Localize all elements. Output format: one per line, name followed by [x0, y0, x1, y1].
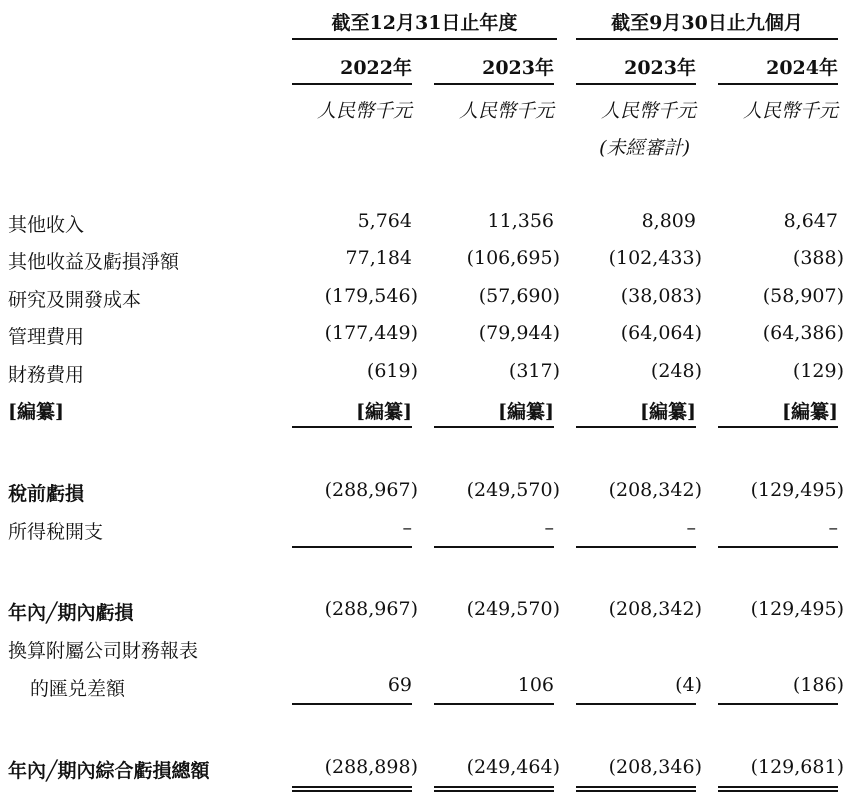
year-rule-2	[434, 83, 554, 85]
unit-col1: 人民幣千元	[316, 100, 412, 122]
cell: (249,570)	[466, 598, 560, 620]
row-label-total: 年內╱期內綜合虧損總額	[8, 760, 210, 782]
total-double-rule-1	[292, 786, 412, 792]
cell: (388)	[792, 247, 844, 269]
cell: –	[828, 517, 838, 539]
fx-rule-3	[576, 703, 696, 705]
cell: [編纂]	[498, 401, 554, 423]
cell: 69	[387, 674, 412, 696]
cell: (4)	[675, 674, 702, 696]
header-group-fiscal-year: 截至12月31日止年度	[331, 12, 518, 34]
year-col3: 2023年	[624, 57, 696, 79]
cell: [編纂]	[356, 401, 412, 423]
subtotal-rule-4	[718, 426, 838, 428]
cell: 5,764	[357, 210, 412, 232]
cell: (64,386)	[762, 322, 844, 344]
row-label-finance: 財務費用	[8, 364, 85, 386]
year-rule-3	[576, 83, 696, 85]
cell: (64,064)	[620, 322, 702, 344]
cell: (208,342)	[608, 598, 702, 620]
tax-rule-1	[292, 546, 412, 548]
year-col1: 2022年	[340, 57, 412, 79]
cell: (179,546)	[324, 285, 418, 307]
header-group-nine-months: 截至9月30日止九個月	[611, 12, 803, 34]
cell: (177,449)	[324, 322, 418, 344]
cell: (249,464)	[466, 756, 560, 778]
fx-rule-2	[434, 703, 554, 705]
cell: [編纂]	[640, 401, 696, 423]
row-label-other-income: 其他收入	[8, 214, 85, 236]
cell: 11,356	[487, 210, 554, 232]
cell: –	[402, 517, 412, 539]
cell: (208,342)	[608, 479, 702, 501]
cell: (317)	[508, 360, 560, 382]
cell: (129)	[792, 360, 844, 382]
cell: (129,495)	[750, 479, 844, 501]
total-double-rule-4	[718, 786, 838, 792]
row-label-income-tax: 所得稅開支	[8, 521, 104, 543]
cell: (102,433)	[608, 247, 702, 269]
row-label-redacted: [編纂]	[8, 401, 64, 423]
tax-rule-3	[576, 546, 696, 548]
year-col4: 2024年	[766, 57, 838, 79]
cell: (57,690)	[478, 285, 560, 307]
row-label-loss-period: 年內╱期內虧損	[8, 602, 134, 624]
total-double-rule-3	[576, 786, 696, 792]
cell: (129,495)	[750, 598, 844, 620]
cell: 106	[517, 674, 554, 696]
subtotal-rule-2	[434, 426, 554, 428]
cell: (79,944)	[478, 322, 560, 344]
row-label-fx-line1: 換算附屬公司財務報表	[8, 640, 199, 662]
cell: –	[686, 517, 696, 539]
cell: (288,967)	[324, 479, 418, 501]
row-label-other-gains: 其他收益及虧損淨額	[8, 251, 180, 273]
row-label-admin: 管理費用	[8, 326, 85, 348]
unit-col3: 人民幣千元	[600, 100, 696, 122]
header-rule-left	[292, 38, 557, 40]
cell: (288,898)	[324, 756, 418, 778]
unit-col2: 人民幣千元	[458, 100, 554, 122]
subtotal-rule-1	[292, 426, 412, 428]
fx-rule-4	[718, 703, 838, 705]
header-rule-right	[576, 38, 838, 40]
cell: (186)	[792, 674, 844, 696]
row-label-loss-before-tax: 稅前虧損	[8, 483, 85, 505]
tax-rule-4	[718, 546, 838, 548]
unit-col4: 人民幣千元	[742, 100, 838, 122]
cell: [編纂]	[782, 401, 838, 423]
unaudited-note: (未經審計)	[599, 137, 690, 159]
row-label-rnd: 研究及開發成本	[8, 289, 142, 311]
cell: 8,809	[641, 210, 696, 232]
cell: (38,083)	[620, 285, 702, 307]
row-label-fx: 的匯兑差額	[30, 678, 126, 700]
cell: (208,346)	[608, 756, 702, 778]
cell: 8,647	[783, 210, 838, 232]
cell: (58,907)	[762, 285, 844, 307]
cell: –	[544, 517, 554, 539]
year-rule-4	[718, 83, 838, 85]
year-col2: 2023年	[482, 57, 554, 79]
cell: (619)	[366, 360, 418, 382]
year-rule-1	[292, 83, 412, 85]
cell: (248)	[650, 360, 702, 382]
cell: (288,967)	[324, 598, 418, 620]
fx-rule-1	[292, 703, 412, 705]
cell: (129,681)	[750, 756, 844, 778]
cell: (106,695)	[466, 247, 560, 269]
cell: 77,184	[345, 247, 412, 269]
tax-rule-2	[434, 546, 554, 548]
total-double-rule-2	[434, 786, 554, 792]
subtotal-rule-3	[576, 426, 696, 428]
cell: (249,570)	[466, 479, 560, 501]
